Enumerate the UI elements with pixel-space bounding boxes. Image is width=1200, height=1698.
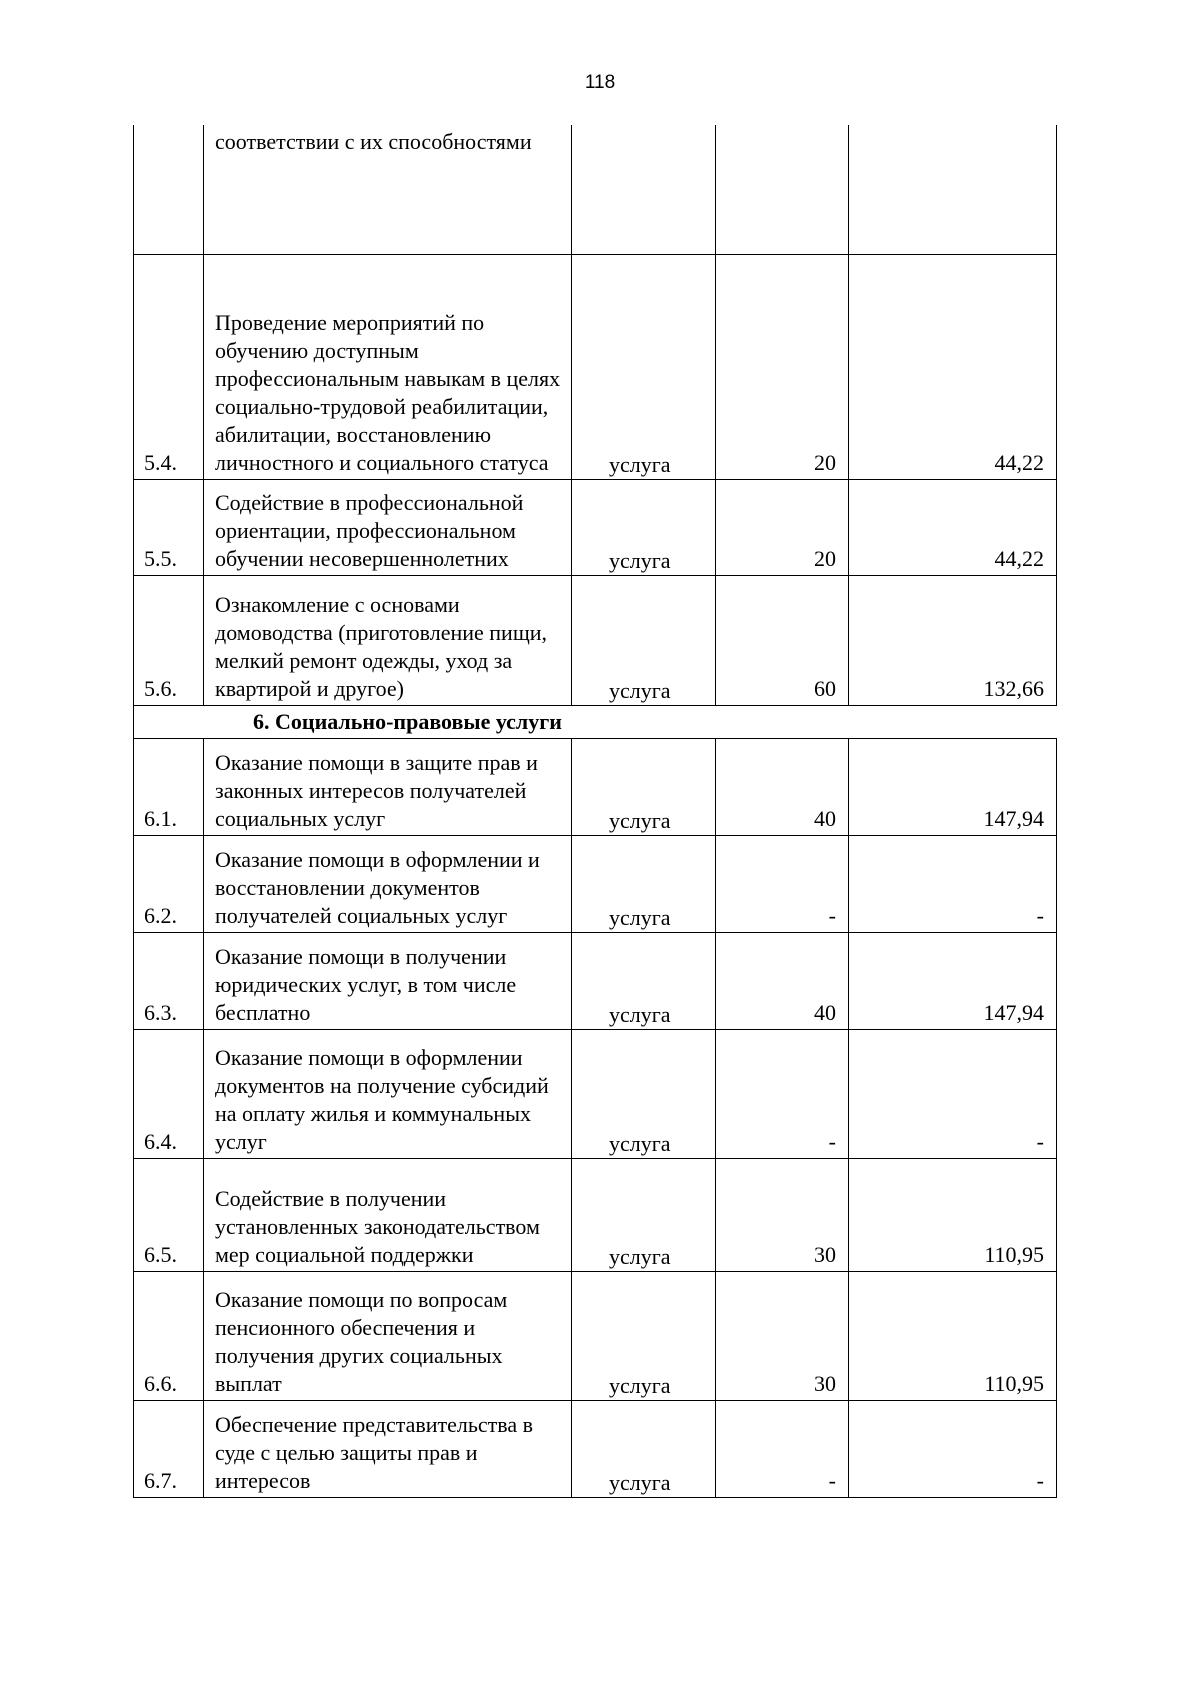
row-number: 5.5. [134, 479, 204, 575]
service-description: соответствии с их способностями [204, 125, 572, 254]
price-cell: - [849, 1029, 1057, 1158]
service-description: Проведение мероприятий по обучению доступным профессиональным навыкам в целях социально-трудовой реабилитации, абилитации, восстановлению личностного и социального статуса [204, 254, 572, 479]
price-cell: - [849, 835, 1057, 932]
unit-cell: услуга [572, 835, 716, 932]
price-cell: 147,94 [849, 932, 1057, 1029]
unit-cell: услуга [572, 1400, 716, 1497]
unit-cell: услуга [572, 575, 716, 705]
quantity-cell: - [716, 1400, 849, 1497]
service-description: Оказание помощи в получении юридических услуг, в том числе бесплатно [204, 932, 572, 1029]
price-cell: 110,95 [849, 1271, 1057, 1400]
unit-cell [572, 125, 716, 254]
row-number: 6.3. [134, 932, 204, 1029]
quantity-cell: 40 [716, 932, 849, 1029]
table-row [134, 1029, 1057, 1158]
row-number: 6.5. [134, 1158, 204, 1271]
section-title: 6. Социально-правовые услуги [134, 705, 1057, 738]
price-cell: 44,22 [849, 479, 1057, 575]
price-cell: 110,95 [849, 1158, 1057, 1271]
table-row [134, 835, 1057, 932]
row-number: 6.6. [134, 1271, 204, 1400]
unit-cell: услуга [572, 254, 716, 479]
quantity-cell: 60 [716, 575, 849, 705]
quantity-cell [716, 125, 849, 254]
row-number [134, 125, 204, 254]
row-number: 6.1. [134, 738, 204, 835]
table-row [134, 1158, 1057, 1271]
quantity-cell: - [716, 835, 849, 932]
table-row [134, 479, 1057, 575]
unit-cell: услуга [572, 479, 716, 575]
unit-cell: услуга [572, 1158, 716, 1271]
row-number: 6.7. [134, 1400, 204, 1497]
quantity-cell: 30 [716, 1271, 849, 1400]
table-row [134, 1271, 1057, 1400]
unit-cell: услуга [572, 738, 716, 835]
row-number: 6.4. [134, 1029, 204, 1158]
service-description: Ознакомление с основами домоводства (приготовление пищи, мелкий ремонт одежды, уход за квартирой и другое) [204, 575, 572, 705]
section-header-row [134, 705, 1057, 738]
quantity-cell: 20 [716, 254, 849, 479]
price-cell: 132,66 [849, 575, 1057, 705]
service-description: Содействие в профессиональной ориентации, профессиональном обучении несовершеннолетних [204, 479, 572, 575]
row-number: 6.2. [134, 835, 204, 932]
unit-cell: услуга [572, 932, 716, 1029]
quantity-cell: 20 [716, 479, 849, 575]
page-number: 118 [584, 72, 616, 93]
unit-cell: услуга [572, 1029, 716, 1158]
row-number: 5.4. [134, 254, 204, 479]
price-cell [849, 125, 1057, 254]
service-description: Оказание помощи в оформлении документов на получение субсидий на оплату жилья и коммунальных услуг [204, 1029, 572, 1158]
row-number: 5.6. [134, 575, 204, 705]
table-row [134, 125, 1057, 254]
service-description: Содействие в получении установленных законодательством мер социальной поддержки [204, 1158, 572, 1271]
quantity-cell: 40 [716, 738, 849, 835]
service-description: Оказание помощи по вопросам пенсионного обеспечения и получения других социальных выплат [204, 1271, 572, 1400]
price-cell: 44,22 [849, 254, 1057, 479]
services-table [133, 125, 1057, 1498]
price-cell: - [849, 1400, 1057, 1497]
quantity-cell: 30 [716, 1158, 849, 1271]
service-description: Оказание помощи в оформлении и восстановлении документов получателей социальных услуг [204, 835, 572, 932]
table-row [134, 738, 1057, 835]
table-row [134, 932, 1057, 1029]
table-row [134, 254, 1057, 479]
unit-cell: услуга [572, 1271, 716, 1400]
quantity-cell: - [716, 1029, 849, 1158]
service-description: Оказание помощи в защите прав и законных интересов получателей социальных услуг [204, 738, 572, 835]
price-cell: 147,94 [849, 738, 1057, 835]
table-row [134, 1400, 1057, 1497]
table-row [134, 575, 1057, 705]
service-description: Обеспечение представительства в суде с целью защиты прав и интересов [204, 1400, 572, 1497]
